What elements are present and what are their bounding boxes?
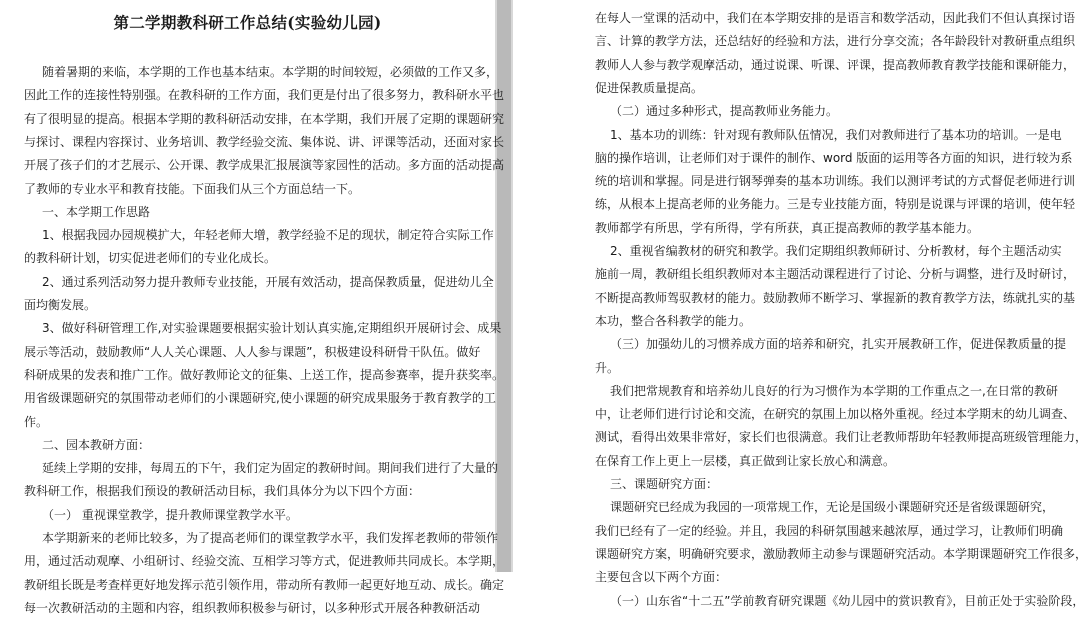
- left-page-text-line: 1、根据我园办园规模扩大，年轻老师大增，教学经验不足的现状，制定符合实际工作: [42, 228, 494, 243]
- right-page-text-line: 测试，看得出效果非常好，家长们也很满意。我们让老教师帮助年轻教师提高班级管理能力，: [595, 430, 1087, 445]
- right-page-text-line: 施前一周，教研组长组织教师对本主题活动课程进行了讨论、分析与调整，进行及时研讨，: [595, 267, 1076, 282]
- right-page-text-line: 中，让老师们进行讨论和交流，在研究的氛围上加以格外重视。经过本学期末的幼儿调查、: [595, 407, 1076, 422]
- left-page-text-line: 用省级课题研究的氛围带动老师们的小课题研究,使小课题的研究成果服务于教育教学的工: [24, 391, 496, 406]
- right-page-text-line: 脑的操作培训，让老师们对于课件的制作、word 版面的运用等各方面的知识，进行较为系: [595, 150, 1073, 165]
- left-page-text-line: 展示等活动，鼓励教师“人人关心课题、人人参与课题”，积极建设科研骨干队伍。做好: [24, 344, 481, 359]
- right-page-text-line: 我们已经有了一定的经验。并且，我园的科研氛围越来越浓厚，通过学习，让教师们明确: [595, 523, 1064, 538]
- right-page-text-line: 我们把常规教育和培养幼儿良好的行为习惯作为本学期的工作重点之一,在日常的教研: [610, 383, 1058, 398]
- left-page-text-line: 本学期新来的老师比较多，为了提高老师们的课堂教学水平，我们发挥老教师的带领作: [42, 531, 499, 545]
- document-title: 第二学期教科研工作总结(实验幼儿园): [113, 13, 382, 32]
- left-page-text-line: 科研成果的发表和推广工作。做好教师论文的征集、上送工作，提高参赛率，提升获奖率。: [24, 367, 505, 382]
- left-page-text-line: 教科研工作，根据我们预设的教研活动目标，我们具体分为以下四个方面：: [24, 484, 421, 499]
- right-page-text-line: 在每人一堂课的活动中，我们在本学期安排的是语言和数学活动，因此我们不但认真探讨语: [595, 11, 1076, 25]
- right-page-text-line: 主要包含以下两个方面：: [595, 570, 728, 585]
- left-page-text-line: 延续上学期的安排，每周五的下午，我们定为固定的教研时间。期间我们进行了大量的: [42, 461, 499, 476]
- right-page-text-line: 升。: [595, 360, 620, 375]
- left-page-text-line: 2、通过系列活动努力提升教师专业技能，开展有效活动，提高保教质量，促进幼儿全: [42, 274, 494, 289]
- left-page-text-line: 了教师的专业水平和教育技能。下面我们从三个方面总结一下。: [24, 181, 361, 196]
- right-page-text-line: 课题研究方案，明确研究要求，激励教师主动参与课题研究活动。本学期课题研究工作很多，: [595, 546, 1087, 561]
- left-page-text-line: 随着暑期的来临，本学期的工作也基本结束。本学期的时间较短，必须做的工作又多，: [42, 65, 499, 79]
- right-page-text-line: 统的培训和掌握。同是进行钢琴弹奏的基本功训练。我们以测评考试的方式督促老师进行训: [595, 174, 1076, 189]
- right-page-text-line: 在保育工作上更上一层楼，真正做到让家长放心和满意。: [595, 453, 896, 468]
- right-page-text-line: 教师都学有所思，学有所得，学有所获，真正提高教师的教学基本能力。: [595, 220, 980, 235]
- right-page-text-line: 本功，整合各科教学的能力。: [595, 313, 752, 328]
- left-page-text-line: 因此工作的连接性特别强。在教科研的工作方面，我们更是付出了很多努力，教科研水平也: [24, 88, 505, 103]
- right-page-text-line: 促进保教质量提高。: [595, 80, 704, 95]
- left-page-text-line: 作。: [24, 414, 49, 429]
- left-page-text-line: 与探讨、课程内容探讨、业务培训、教学经验交流、集体说、讲、评课等活动，还面对家长: [24, 134, 505, 149]
- left-page-text-line: 一、本学期工作思路: [42, 204, 151, 219]
- right-page-text-line: 教师人人参与教学观摩活动，通过说课、听课、评课，提高教师教育教学技能和课研能力，: [595, 57, 1076, 72]
- right-page-text-line: 练，从根本上提高老师的业务能力。三是专业技能方面，特别是说课与评课的培训，使年轻: [595, 197, 1076, 212]
- right-page-text-line: （三）加强幼儿的习惯养成方面的培养和研究，扎实开展教研工作，促进保教质量的提: [610, 337, 1067, 352]
- right-page-text-line: 三、课题研究方面：: [610, 477, 719, 491]
- right-document-page: [513, 0, 1087, 608]
- left-page-text-line: 有了很明显的提高。根据本学期的教科研活动安排，在本学期，我们开展了定期的课题研究: [24, 111, 505, 126]
- left-page-text-line: 3、做好科研管理工作,对实验课题要根据实验计划认真实施,定期组织开展研讨会、成果: [42, 321, 502, 336]
- right-page-text-line: 课题研究已经成为我园的一项常规工作，无论是国级小课题研究还是省级课题研究，: [610, 500, 1055, 515]
- right-page-text-line: （二）通过多种形式，提高教师业务能力。: [610, 104, 839, 119]
- right-page-text-line: （一）山东省“十二五”学前教育研究课题《幼儿园中的赏识教育》，目前正处于实验阶段，: [610, 593, 1085, 608]
- left-page-text-line: 开展了孩子们的才艺展示、公开课、教学成果汇报展演等家园性的活动。多方面的活动提高: [24, 158, 505, 173]
- left-page-text-line: 二、园本教研方面：: [42, 437, 151, 452]
- left-page-text-line: 每一次教研活动的主题和内容，组织教师积极参与研讨，以多种形式开展各种教研活动: [24, 600, 481, 615]
- right-page-text-line: 2、重视省编教材的研究和教学。我们定期组织教师研讨、分析教材，每个主题活动实: [610, 244, 1062, 258]
- left-page-text-line: 的教科研计划，切实促进老师们的专业化成长。: [24, 251, 277, 266]
- left-page-text-line: 面均衡发展。: [24, 298, 97, 312]
- right-page-text-line: 言、计算的教学方法，还总结好的经验和方法，进行分享交流；各年龄段针对教研重点组织: [595, 34, 1076, 49]
- right-page-text-line: 不断提高教师驾驭教材的能力。鼓励教师不断学习、掌握新的教育教学方法，练就扎实的基: [595, 290, 1076, 305]
- left-page-text-line: 用，通过活动观摩、小组研讨、经验交流、互相学习等方式，促进教师共同成长。本学期，: [24, 554, 505, 569]
- right-page-text-line: 1、基本功的训练：针对现有教师队伍情况，我们对教师进行了基本功的培训。一是电: [610, 127, 1062, 142]
- left-document-page: [0, 0, 505, 615]
- left-page-text-line: 教研组长既是考查样更好地发挥示范引领作用，带动所有教师一起更好地互动、成长。确定: [24, 577, 505, 592]
- left-page-text-line: （一） 重视课堂教学，提升教师课堂教学水平。: [42, 507, 298, 522]
